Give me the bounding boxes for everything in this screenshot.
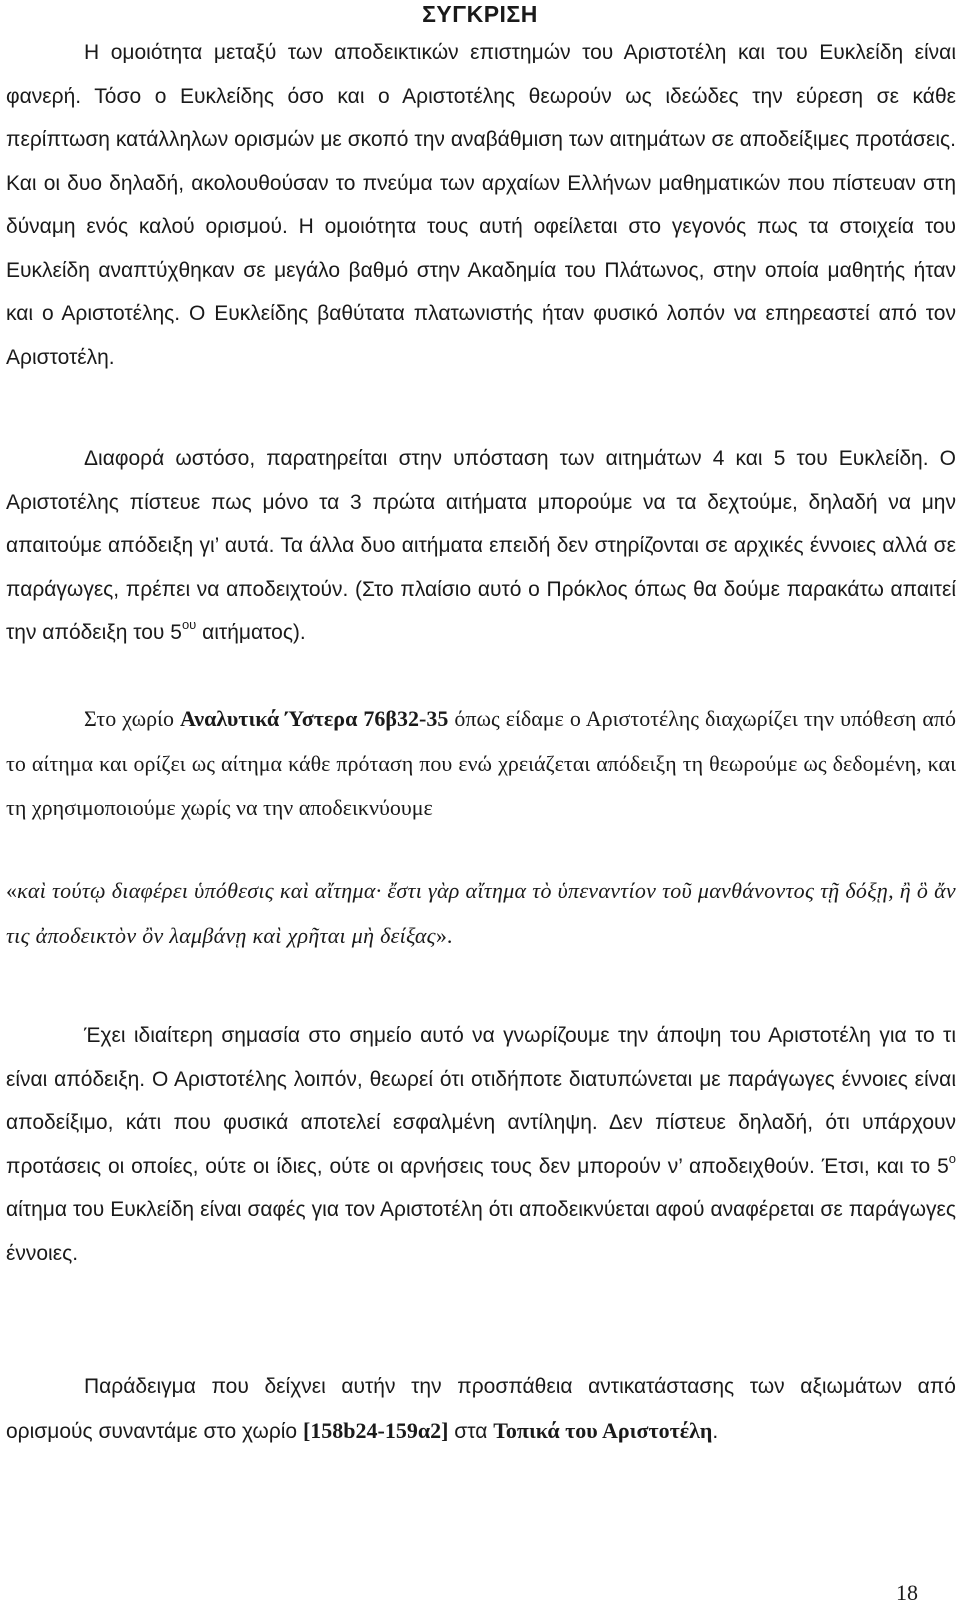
- paragraph-similarity: [6, 31, 956, 379]
- paragraph-proof: [6, 1014, 956, 1275]
- lead-text: Στο χωρίο: [84, 706, 181, 731]
- greek-quotation: [6, 869, 956, 958]
- paragraph-text: [6, 1365, 956, 1453]
- superscript: ου: [181, 617, 197, 632]
- paragraph-difference: [6, 437, 956, 655]
- paragraph-text: [6, 1014, 956, 1275]
- paragraph-text: [6, 437, 956, 655]
- superscript: ο: [948, 1150, 956, 1166]
- paragraph-text: Η ομοιότητα μεταξύ των αποδεικτικών επιστημών του Αριστοτέλη και του Ευκλείδη είναι φανερή. Τόσο ο Ευκλείδης όσο και ο Αριστοτέλης θεωρούν ως ιδεώδες την εύρεση σε κάθε περίπτωση κατάλληλων ορισμών με σκοπό την αναβάθμιση των αιτημάτων σε αποδείξιμες προτάσεις. Και οι δυο δηλαδή, ακολουθούσαν το πνεύμα των αρχαίων Ελλήνων μαθηματικών που πίστευαν στη δύναμη ενός καλού ορισμού. Η ομοιότητα τους αυτή οφείλεται στο γεγονός πως τα στοιχεία του Ευκλείδη αναπτύχθηκαν σε μεγάλο βαθμό στην Ακαδημία του Πλάτωνος, στην οποία μαθητής ήταν και ο Αριστοτέλης. Ο Ευκλείδης βαθύτατα πλατωνιστής ήταν φυσικό λοπόν να επηρεαστεί από τον Αριστοτέλη.: [6, 41, 956, 369]
- paragraph-example: [6, 1365, 956, 1453]
- quote-close: ».: [435, 922, 453, 948]
- paragraph-text-a: Έχει ιδιαίτερη σημασία στο σημείο αυτό να γνωρίζουμε την άποψη του Αριστοτέλη για το τι είναι απόδειξη. Ο Αριστοτέλης λοιπόν, θεωρεί ότι οτιδήποτε διατυπώνεται με παράγωγες έννοιες είναι αποδείξιμο, κάτι που φυσικά αποτελεί εσφαλμένη αντίληψη. Δεν πίστευε δηλαδή, ότι υπάρχουν προτάσεις οι οποίες, ούτε οι ίδιες, ούτε οι αρνήσεις τους δεν μπορούν ν’ αποδειχθούν. Έτσι, και το 5: [6, 1024, 956, 1178]
- reference-number: [158b24-159α2]: [302, 1417, 449, 1443]
- page-number: 18: [896, 1580, 918, 1605]
- paragraph-rest: όπως είδαμε ο Αριστοτέλης διαχωρίζει την υπόθεση από το αίτημα και ορίζει ως αίτημα κάθε πρόταση που ενώ χρειάζεται απόδειξη τη θεωρούμε ως δεδομένη, και τη χρησιμοποιούμε χωρίς να την αποδεικνύουμε: [6, 706, 957, 820]
- lead-text: Παράδειγμα που δείχνει αυτήν την προσπάθεια αντικατάστασης των αξιωμάτων από ορισμούς συναντάμε στο χωρίο: [6, 1375, 956, 1443]
- reference-title: Αναλυτικά Ύστερα: [180, 706, 358, 731]
- paragraph-posterior-analytics: [6, 697, 956, 831]
- quote-open: «: [6, 878, 17, 903]
- paragraph-text-b: αιτήματος).: [196, 621, 306, 644]
- mid-text: στα: [448, 1419, 494, 1443]
- page-title: ΣΥΓΚΡΙΣΗ: [422, 1, 538, 27]
- reference-number: 76β32-35: [357, 706, 449, 731]
- paragraph-text-a: Διαφορά ωστόσο, παρατηρείται στην υπόσταση των αιτημάτων 4 και 5 του Ευκλείδη. Ο Αριστοτέλης πίστευε πως μόνο τα 3 πρώτα αιτήματα μπορούμε να τα δεχτούμε, δηλαδή να μην απαιτούμε απόδειξη γι’ αυτά. Τα άλλα δυο αιτήματα επειδή δεν στηρίζονται σε αρχικές έννοιες αλλά σε παράγωγες, πρέπει να αποδειχτούν. (Στο πλαίσιο αυτό ο Πρόκλος όπως θα δούμε παρακάτω απαιτεί την απόδειξη του 5: [6, 447, 956, 644]
- work-title: Τοπικά του Αριστοτέλη: [493, 1417, 713, 1443]
- paragraph-text-b: αίτημα του Ευκλείδη είναι σαφές για τον Αριστοτέλη ότι αποδεικνύεται αφού αναφέρεται σε παράγωγες έννοιες.: [6, 1198, 956, 1265]
- paragraph-text: [6, 697, 956, 831]
- end-text: .: [712, 1419, 719, 1443]
- quotation-text: [6, 869, 956, 958]
- quote-body: καὶ τούτῳ διαφέρει ὑπόθεσις καὶ αἴτημα· ἔστι γὰρ αἴτημα τὸ ὑπεναντίον τοῦ μανθάνοντος τῇ δόξῃ, ἢ ὃ ἄν τις ἀποδεικτὸν ὂν λαμβάνῃ καὶ χρῆται μὴ δείξας: [6, 878, 956, 948]
